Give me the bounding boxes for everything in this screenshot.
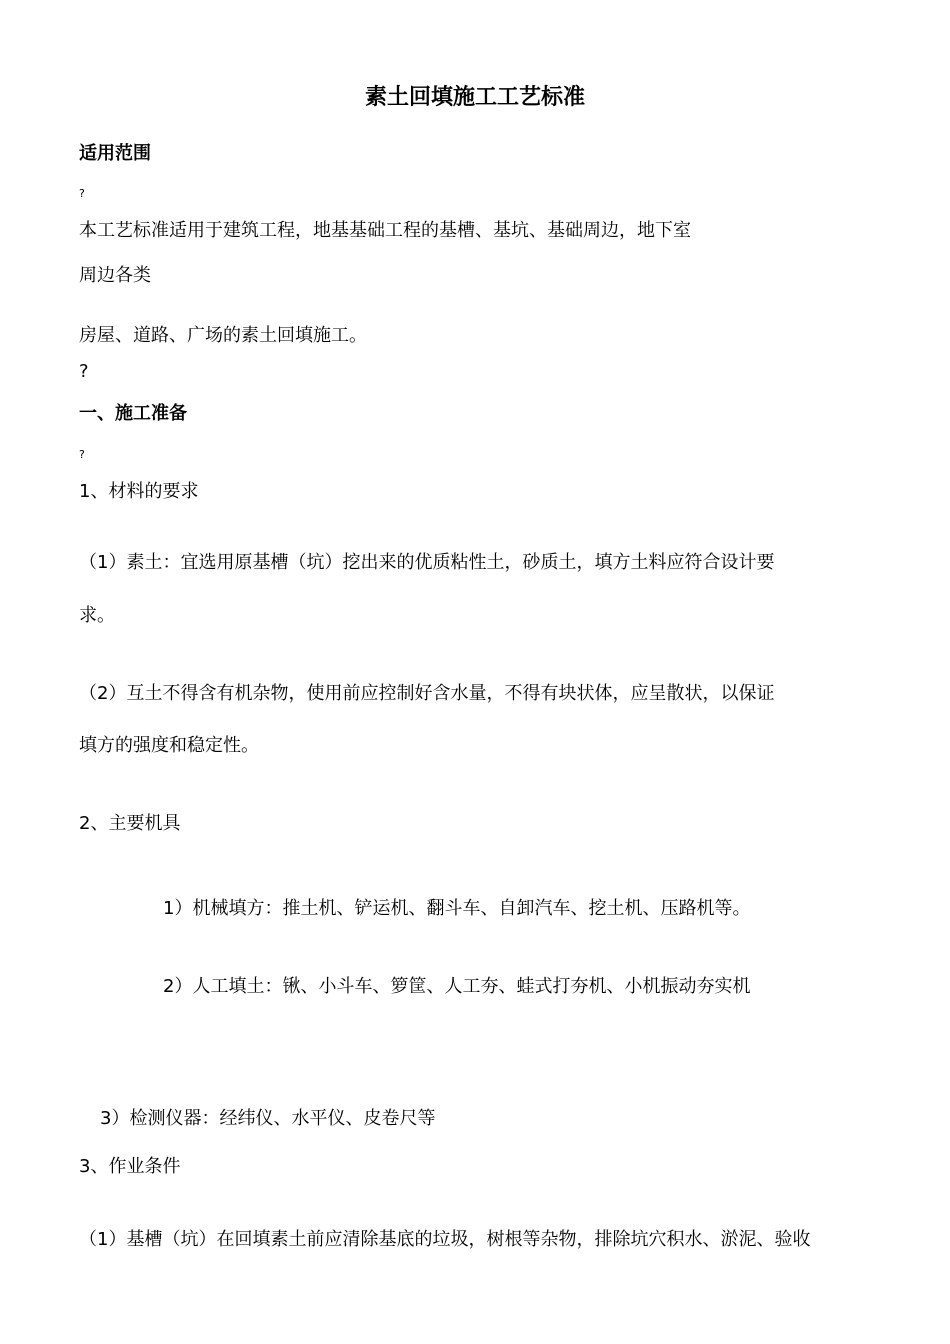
equipment-item-2: 2）人工填土：锹、小斗车、箩筐、人工夯、蛙式打夯机、小机振动夯实机 [163, 976, 751, 997]
conditions-heading: 3、作业条件 [79, 1156, 181, 1177]
materials-item-1-line-1: （1）素土：宜选用原基槽（坑）挖出来的优质粘性土，砂质土，填方土料应符合设计要 [79, 552, 775, 573]
document-title: 素土回填施工工艺标准 [364, 85, 585, 110]
materials-item-2-line-2: 填方的强度和稳定性。 [79, 735, 259, 756]
equipment-heading: 2、主要机具 [79, 813, 181, 834]
conditions-item-1-line-1: （1）基槽（坑）在回填素土前应清除基底的垃圾，树根等杂物，排除坑穴积水、淤泥、验收 [79, 1229, 811, 1250]
scope-paragraph-line-3: 房屋、道路、广场的素土回填施工。 [79, 325, 367, 346]
scope-marker-2: ? [79, 361, 89, 382]
scope-marker-1: ? [79, 187, 85, 200]
equipment-item-3: 3）检测仪器：经纬仪、水平仪、皮卷尺等 [100, 1108, 436, 1129]
section-1-heading: 一、施工准备 [79, 403, 187, 424]
scope-paragraph-line-2: 周边各类 [79, 265, 151, 286]
materials-item-2-line-1: （2）互土不得含有机杂物，使用前应控制好含水量，不得有块状体，应呈散状，以保证 [79, 683, 775, 704]
section-1-marker: ? [79, 448, 85, 461]
materials-item-1-line-2: 求。 [79, 605, 115, 626]
scope-heading: 适用范围 [79, 143, 151, 164]
equipment-item-1: 1）机械填方：推土机、铲运机、翻斗车、自卸汽车、挖土机、压路机等。 [163, 898, 751, 919]
scope-paragraph-line-1: 本工艺标准适用于建筑工程，地基基础工程的基槽、基坑、基础周边，地下室 [79, 220, 691, 241]
materials-heading: 1、材料的要求 [79, 481, 199, 502]
